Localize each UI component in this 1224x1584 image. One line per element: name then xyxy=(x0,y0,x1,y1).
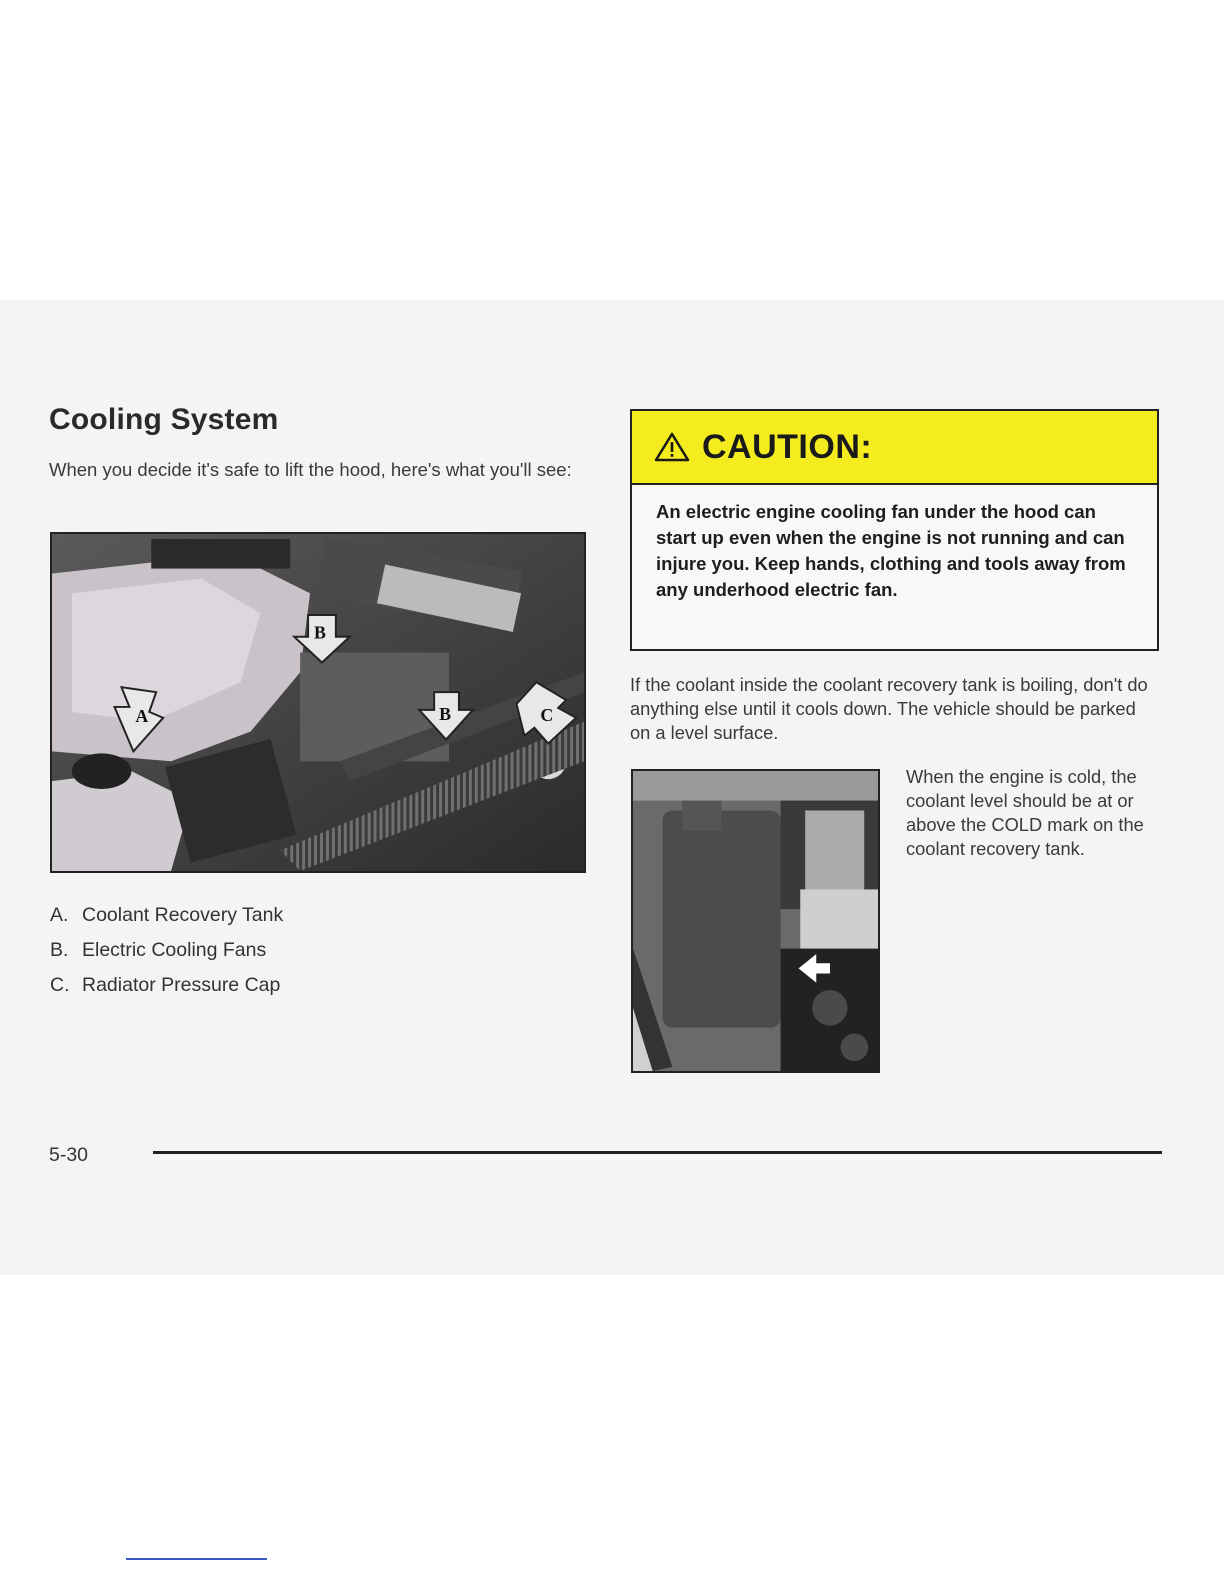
cold-level-text: When the engine is cold, the coolant level should be at or above the COLD mark on the coolant recovery tank. xyxy=(906,766,1144,859)
svg-text:A: A xyxy=(135,705,149,726)
svg-text:B: B xyxy=(439,703,452,724)
legend-item-c: C. Radiator Pressure Cap xyxy=(50,974,281,996)
page-title: Cooling System xyxy=(49,403,279,436)
coolant-tank-photo xyxy=(631,769,880,1073)
legend-item-a: A. Coolant Recovery Tank xyxy=(50,904,284,926)
intro-text: When you decide it's safe to lift the hood, here's what you'll see: xyxy=(49,459,572,480)
footer-rule xyxy=(153,1151,1162,1154)
svg-text:C: C xyxy=(540,704,554,725)
caution-header xyxy=(632,411,1157,485)
warning-triangle-icon xyxy=(654,431,690,463)
engine-compartment-photo xyxy=(50,532,586,873)
caution-label: CAUTION: xyxy=(702,427,873,466)
caution-text: An electric engine cooling fan under the hood can start up even when the engine is not running and can injure you. Keep hands, clothing and tools away from any underhood electric fan. xyxy=(656,501,1126,600)
component-legend xyxy=(50,900,283,1005)
page-number: 5-30 xyxy=(49,1144,89,1166)
legend-item-b: B. Electric Cooling Fans xyxy=(50,939,267,961)
boiling-warning-text: If the coolant inside the coolant recovery tank is boiling, don't do anything else until it cools down. The vehicle should be parked on a level surface. xyxy=(630,674,1148,743)
caution-box xyxy=(630,409,1159,651)
svg-text:B: B xyxy=(314,622,326,643)
link-underline[interactable] xyxy=(126,1558,267,1560)
